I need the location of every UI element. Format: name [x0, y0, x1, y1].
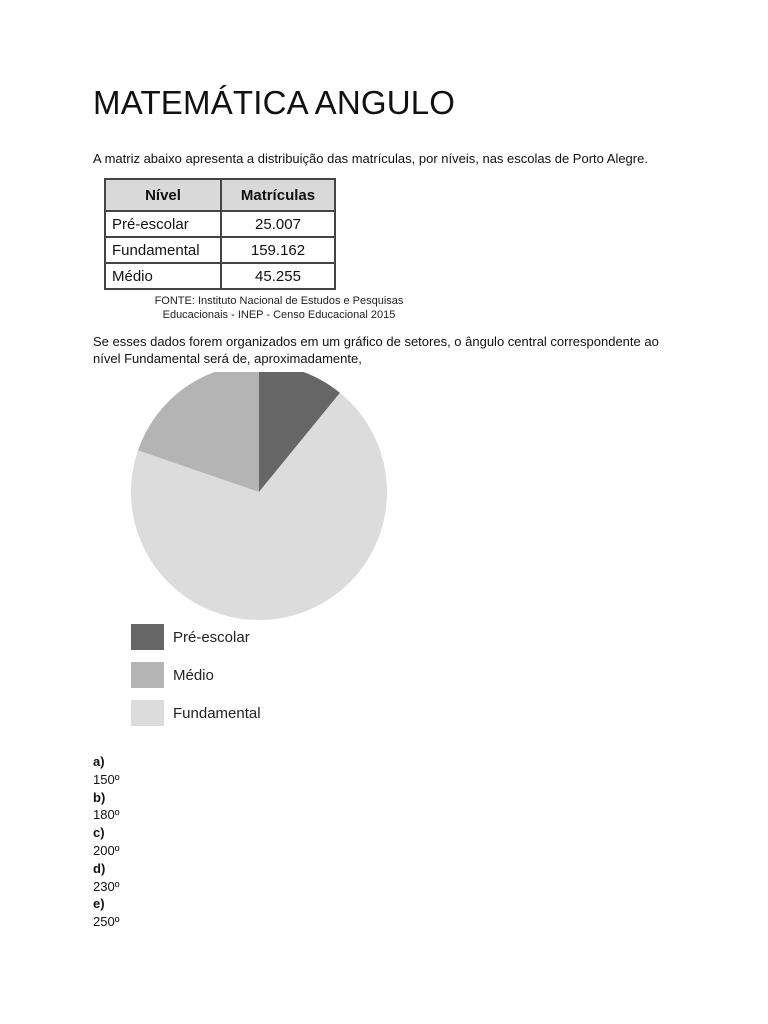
cell-count: 159.162 — [221, 237, 335, 263]
answer-options — [93, 753, 119, 931]
cell-count: 45.255 — [221, 263, 335, 289]
option-e-value: 250º — [93, 914, 120, 930]
table-row — [105, 263, 335, 289]
legend-swatch — [131, 624, 164, 650]
cell-level: Pré-escolar — [105, 211, 221, 237]
source-line-2: Educacionais - INEP - Censo Educacional 2015 — [162, 309, 396, 321]
option-d-value: 230º — [93, 878, 120, 894]
option-e-letter: e) — [93, 896, 105, 912]
legend-label: Fundamental — [173, 705, 261, 722]
option-b-value: 180º — [93, 807, 120, 823]
legend-label: Médio — [173, 667, 214, 684]
option-d-letter: d) — [93, 860, 106, 876]
option-c-value: 200º — [93, 842, 120, 858]
legend-label: Pré-escolar — [173, 629, 250, 646]
table-row — [105, 211, 335, 237]
enrollment-table — [104, 178, 336, 290]
option-b-letter: b) — [93, 789, 106, 805]
pie-chart — [110, 372, 410, 742]
header-matriculas: Matrículas — [221, 179, 335, 211]
option-a-letter: a) — [93, 754, 105, 769]
cell-level: Médio — [105, 263, 221, 289]
source-line-1: FONTE: Instituto Nacional de Estudos e Pesquisas — [154, 295, 404, 307]
table-header-row — [105, 179, 335, 211]
cell-count: 25.007 — [221, 211, 335, 237]
intro-text: A matriz abaixo apresenta a distribuição das matrículas, por níveis, nas escolas de Porto Alegre. — [93, 151, 648, 166]
table-source — [104, 294, 454, 322]
option-a-value: 150º — [93, 771, 120, 787]
option-c-letter: c) — [93, 825, 105, 841]
header-nivel: Nível — [105, 179, 221, 211]
table-row — [105, 237, 335, 263]
legend-swatch — [131, 700, 164, 726]
question-text: Se esses dados forem organizados em um gráfico de setores, o ângulo central correspondente ao nível Fundamental será de, aproximadamente, — [93, 334, 659, 366]
cell-level: Fundamental — [105, 237, 221, 263]
legend-swatch — [131, 662, 164, 688]
page-title: MATEMÁTICA ANGULO — [93, 84, 456, 121]
